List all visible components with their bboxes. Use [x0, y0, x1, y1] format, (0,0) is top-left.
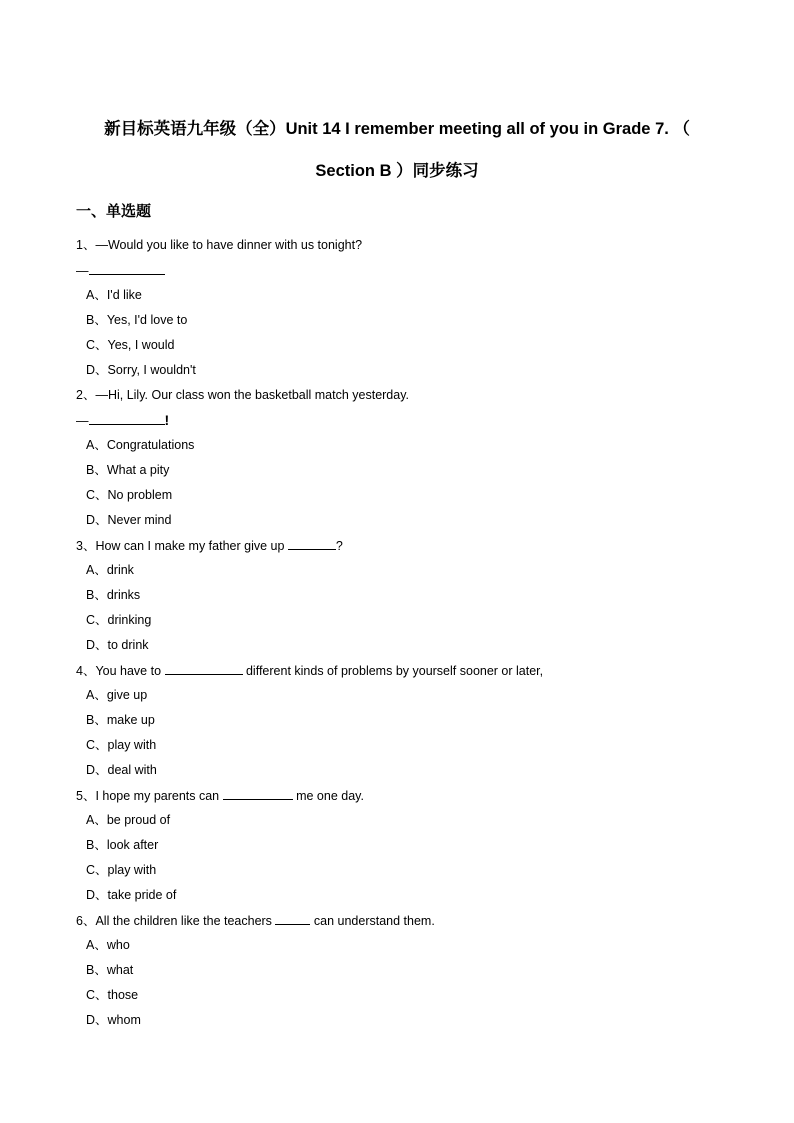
- question-2-answer-end: !: [164, 412, 170, 428]
- question-3-option-b: B、drinks: [86, 588, 141, 602]
- question-6-option-a: A、who: [86, 938, 130, 952]
- question-2-option-c: C、No problem: [86, 488, 173, 502]
- question-2-stem: [76, 385, 736, 410]
- question-4-text-after: different kinds of problems by yourself sooner or later,: [242, 664, 544, 678]
- question-3-text-after: ?: [335, 539, 343, 553]
- question-3-option-a: A、drink: [86, 563, 134, 577]
- question-2-option-b: B、What a pity: [86, 463, 170, 477]
- question-3-option-d: D、to drink: [86, 638, 149, 652]
- question-1-answer-prompt: —: [76, 264, 89, 278]
- question-list: [76, 235, 736, 1035]
- question-4-option-a: A、give up: [86, 688, 148, 702]
- section-heading: 一、单选题: [76, 203, 152, 220]
- question-4-option-b: B、make up: [86, 713, 155, 727]
- question-1-option-c: C、Yes, I would: [86, 338, 175, 352]
- question-2-answer-prompt: —: [76, 414, 89, 428]
- question-2-option-a: A、Congratulations: [86, 438, 195, 452]
- document-title-line2: Section B ）同步练习: [315, 162, 479, 180]
- question-2-answer-blank: [89, 410, 165, 425]
- question-6-option-c: C、those: [86, 988, 139, 1002]
- question-5-stem: [76, 785, 736, 810]
- question-6-text: 6、All the children like the teachers: [76, 914, 276, 928]
- question-6-option-b: B、what: [86, 963, 134, 977]
- question-1-answer-blank: [89, 260, 165, 275]
- question-4-stem: [76, 660, 736, 685]
- question-5-text-after: me one day.: [292, 789, 364, 803]
- question-2-text: 2、—Hi, Lily. Our class won the basketball match yesterday.: [76, 388, 410, 402]
- question-2-option-d: D、Never mind: [86, 513, 172, 527]
- question-6-option-d: D、whom: [86, 1013, 141, 1027]
- question-1-text: 1、—Would you like to have dinner with us tonight?: [76, 238, 363, 252]
- question-3-blank: [288, 535, 336, 550]
- question-5-blank: [223, 785, 293, 800]
- document-title-line1: 新目标英语九年级（全）Unit 14 I remember meeting all of you in Grade 7. （: [104, 120, 690, 138]
- question-6-stem: [76, 910, 736, 935]
- question-1-option-b: B、Yes, I'd love to: [86, 313, 188, 327]
- question-5-option-c: C、play with: [86, 863, 157, 877]
- question-4-text: 4、You have to: [76, 664, 165, 678]
- question-4-option-c: C、play with: [86, 738, 157, 752]
- question-3-text: 3、How can I make my father give up: [76, 539, 288, 553]
- question-4-blank: [165, 660, 243, 675]
- question-2-answer-line: [76, 410, 736, 435]
- question-3-option-c: C、drinking: [86, 613, 152, 627]
- question-5-text: 5、I hope my parents can: [76, 789, 223, 803]
- question-4-option-d: D、deal with: [86, 763, 157, 777]
- question-6-blank: [275, 910, 310, 925]
- question-3-stem: [76, 535, 736, 560]
- question-5-option-b: B、look after: [86, 838, 159, 852]
- question-1-stem: [76, 235, 736, 260]
- question-5-option-a: A、be proud of: [86, 813, 171, 827]
- question-5-option-d: D、take pride of: [86, 888, 177, 902]
- question-1-answer-line: [76, 260, 736, 285]
- question-1-option-d: D、Sorry, I wouldn't: [86, 363, 196, 377]
- question-6-text-after: can understand them.: [310, 914, 435, 928]
- question-1-option-a: A、I'd like: [86, 288, 142, 302]
